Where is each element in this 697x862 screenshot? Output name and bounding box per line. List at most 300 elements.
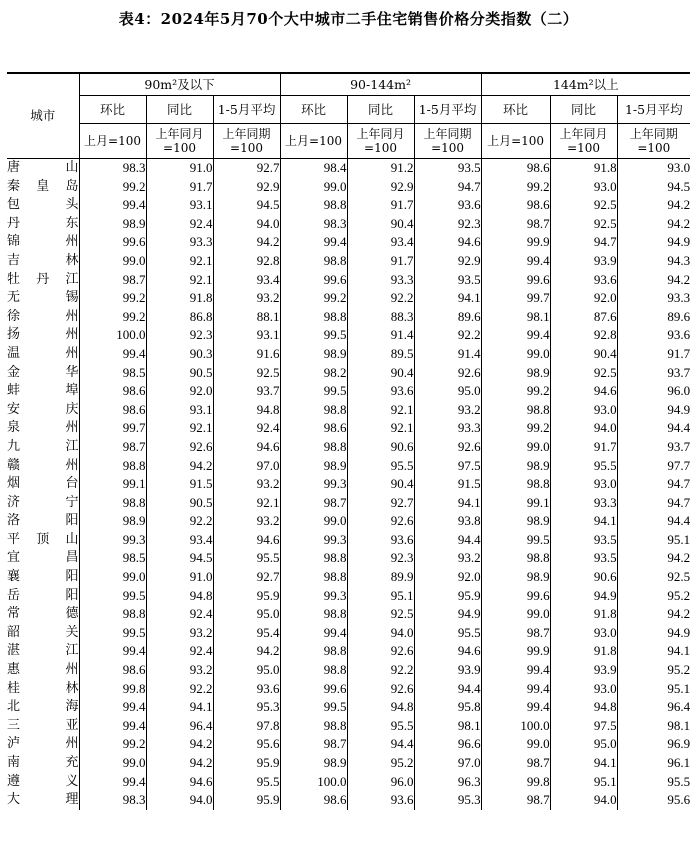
index-value: 93.6 <box>347 382 414 401</box>
index-value: 99.5 <box>79 587 146 606</box>
index-value: 93.0 <box>550 401 617 420</box>
index-value: 93.7 <box>667 364 691 380</box>
index-value: 92.0 <box>414 568 481 587</box>
index-value: 100.0 <box>481 717 550 736</box>
table-row <box>7 642 690 661</box>
index-value: 98.8 <box>280 196 347 215</box>
index-value: 95.3 <box>213 698 280 717</box>
index-value: 99.2 <box>481 382 550 401</box>
table-header <box>7 73 690 159</box>
index-value: 98.9 <box>481 512 550 531</box>
base-header-ytd-avg: 上年同期=100 <box>617 124 690 159</box>
index-value: 95.5 <box>347 717 414 736</box>
index-value: 92.5 <box>550 364 617 383</box>
index-value: 95.2 <box>667 587 691 603</box>
index-value: 98.6 <box>79 382 146 401</box>
index-value: 87.6 <box>550 308 617 327</box>
index-value: 98.7 <box>79 438 146 457</box>
table-row <box>7 717 690 736</box>
index-value: 99.4 <box>79 698 146 717</box>
index-value: 93.2 <box>213 475 280 494</box>
index-value: 99.4 <box>280 624 347 643</box>
index-value: 92.6 <box>414 438 481 457</box>
index-value: 93.3 <box>146 233 213 252</box>
city-name: 徐州 <box>7 308 79 327</box>
index-value: 99.6 <box>481 587 550 606</box>
index-value: 95.5 <box>213 549 280 568</box>
index-value: 96.9 <box>667 736 691 752</box>
index-value: 92.3 <box>146 326 213 345</box>
index-value: 91.8 <box>550 642 617 661</box>
index-value: 88.3 <box>347 308 414 327</box>
index-value: 93.0 <box>550 680 617 699</box>
index-value: 95.5 <box>414 624 481 643</box>
city-name: 遵义 <box>7 773 79 792</box>
index-value: 98.1 <box>667 717 691 733</box>
index-value: 98.7 <box>481 624 550 643</box>
city-name: 三亚 <box>7 717 79 736</box>
index-value: 99.0 <box>79 252 146 271</box>
index-value: 98.6 <box>280 791 347 810</box>
index-value: 92.1 <box>347 401 414 420</box>
index-value: 90.6 <box>347 438 414 457</box>
index-value: 95.3 <box>414 791 481 810</box>
index-value: 95.5 <box>550 457 617 476</box>
table-row <box>7 178 690 197</box>
index-value: 94.0 <box>146 791 213 810</box>
base-header-yoy: 上年同月=100 <box>347 124 414 159</box>
index-value: 97.5 <box>550 717 617 736</box>
index-value: 96.1 <box>667 755 691 770</box>
index-value: 95.6 <box>213 735 280 754</box>
group-header-small: 90m²及以下 <box>79 73 280 96</box>
index-value: 97.0 <box>213 457 280 476</box>
index-value: 98.6 <box>280 419 347 438</box>
city-name: 丹东 <box>7 215 79 234</box>
index-value: 98.5 <box>79 549 146 568</box>
index-value: 94.9 <box>667 234 691 250</box>
index-value: 97.7 <box>667 457 691 473</box>
index-value: 90.3 <box>146 345 213 364</box>
index-value: 94.1 <box>550 754 617 773</box>
index-value: 98.7 <box>280 735 347 754</box>
index-value: 99.4 <box>481 252 550 271</box>
index-value: 96.4 <box>146 717 213 736</box>
index-value: 90.4 <box>347 215 414 234</box>
index-value: 92.6 <box>347 512 414 531</box>
table-row <box>7 326 690 345</box>
index-value: 99.4 <box>481 680 550 699</box>
index-value: 99.4 <box>79 642 146 661</box>
table-row <box>7 587 690 606</box>
index-value: 94.2 <box>667 606 691 622</box>
table-row <box>7 698 690 717</box>
table-row <box>7 605 690 624</box>
index-value: 98.2 <box>280 364 347 383</box>
city-name: 桂林 <box>7 680 79 699</box>
sub-header-ytd-avg: 1-5月平均 <box>414 96 481 124</box>
index-value: 92.9 <box>414 252 481 271</box>
index-value: 94.8 <box>347 698 414 717</box>
index-value: 94.6 <box>146 773 213 792</box>
city-name: 湛江 <box>7 642 79 661</box>
index-value: 94.1 <box>414 289 481 308</box>
table-row <box>7 345 690 364</box>
index-value: 94.7 <box>550 233 617 252</box>
index-value: 98.8 <box>280 438 347 457</box>
index-value: 89.9 <box>347 568 414 587</box>
index-value: 93.2 <box>146 624 213 643</box>
index-value: 99.0 <box>280 512 347 531</box>
base-header-mom: 上月=100 <box>280 124 347 159</box>
index-value: 93.4 <box>146 531 213 550</box>
city-name: 吉林 <box>7 252 79 271</box>
index-value: 95.5 <box>347 457 414 476</box>
index-value: 99.4 <box>79 196 146 215</box>
index-value: 98.9 <box>79 512 146 531</box>
table-row <box>7 475 690 494</box>
index-value: 99.0 <box>481 345 550 364</box>
index-value: 99.7 <box>79 419 146 438</box>
index-value: 92.0 <box>146 382 213 401</box>
index-value: 93.7 <box>667 438 691 454</box>
index-value: 92.1 <box>146 271 213 290</box>
index-value: 94.1 <box>146 698 213 717</box>
index-value: 90.6 <box>550 568 617 587</box>
index-value: 91.5 <box>414 475 481 494</box>
index-value: 91.8 <box>146 289 213 308</box>
index-value: 94.2 <box>667 271 691 287</box>
index-value: 92.5 <box>550 196 617 215</box>
sub-header-yoy: 同比 <box>347 96 414 124</box>
index-value: 93.2 <box>414 549 481 568</box>
index-value: 95.5 <box>213 773 280 792</box>
table-row <box>7 735 690 754</box>
index-value: 99.0 <box>79 568 146 587</box>
index-value: 92.1 <box>146 252 213 271</box>
index-value: 94.2 <box>667 197 691 213</box>
index-value: 98.3 <box>280 215 347 234</box>
index-value: 99.9 <box>481 233 550 252</box>
index-value: 99.5 <box>79 624 146 643</box>
index-value: 94.7 <box>667 494 691 510</box>
sub-header-yoy: 同比 <box>146 96 213 124</box>
city-name: 安庆 <box>7 401 79 420</box>
index-value: 93.4 <box>213 271 280 290</box>
index-value: 93.6 <box>347 531 414 550</box>
index-value: 94.4 <box>667 420 691 436</box>
index-value: 99.2 <box>280 289 347 308</box>
index-value: 94.8 <box>550 698 617 717</box>
index-value: 94.4 <box>347 735 414 754</box>
index-value: 99.4 <box>79 717 146 736</box>
index-value: 94.0 <box>213 215 280 234</box>
index-value: 93.7 <box>213 382 280 401</box>
index-value: 92.3 <box>347 549 414 568</box>
index-value: 94.9 <box>667 401 691 417</box>
index-value: 95.1 <box>667 531 691 547</box>
index-value: 92.6 <box>414 364 481 383</box>
index-value: 98.8 <box>280 661 347 680</box>
base-header-yoy: 上年同月=100 <box>146 124 213 159</box>
city-name: 泉州 <box>7 419 79 438</box>
index-value: 92.1 <box>213 494 280 513</box>
index-value: 99.8 <box>481 773 550 792</box>
index-value: 92.0 <box>550 289 617 308</box>
city-name: 扬州 <box>7 326 79 345</box>
index-value: 94.3 <box>667 252 691 268</box>
index-value: 94.2 <box>667 550 691 566</box>
index-value: 92.1 <box>146 419 213 438</box>
index-value: 97.0 <box>414 754 481 773</box>
index-value: 99.5 <box>481 531 550 550</box>
index-value: 93.2 <box>213 512 280 531</box>
index-value: 90.4 <box>347 475 414 494</box>
index-value: 93.5 <box>550 531 617 550</box>
index-value: 98.8 <box>280 605 347 624</box>
index-value: 98.7 <box>280 494 347 513</box>
index-value: 89.5 <box>347 345 414 364</box>
table-row <box>7 382 690 401</box>
index-value: 99.7 <box>481 289 550 308</box>
index-value: 93.3 <box>667 290 691 306</box>
index-value: 94.0 <box>347 624 414 643</box>
index-value: 95.4 <box>213 624 280 643</box>
base-header-mom: 上月=100 <box>79 124 146 159</box>
index-value: 91.8 <box>550 159 617 178</box>
table-row <box>7 624 690 643</box>
index-value: 95.9 <box>213 754 280 773</box>
index-value: 94.8 <box>146 587 213 606</box>
sub-header-yoy: 同比 <box>550 96 617 124</box>
index-value: 92.4 <box>146 642 213 661</box>
index-value: 94.6 <box>550 382 617 401</box>
price-index-table <box>7 72 690 810</box>
index-value: 91.7 <box>347 252 414 271</box>
index-value: 98.7 <box>481 791 550 810</box>
index-value: 95.0 <box>213 661 280 680</box>
index-value: 91.0 <box>146 568 213 587</box>
index-value: 94.4 <box>667 513 691 529</box>
index-value: 94.0 <box>550 791 617 810</box>
index-value: 91.5 <box>146 475 213 494</box>
index-value: 96.4 <box>667 699 691 715</box>
index-value: 94.4 <box>414 531 481 550</box>
index-value: 95.0 <box>414 382 481 401</box>
index-value: 93.9 <box>414 661 481 680</box>
index-value: 98.8 <box>280 308 347 327</box>
city-name: 无锡 <box>7 289 79 308</box>
index-value: 98.8 <box>481 549 550 568</box>
index-value: 99.4 <box>79 773 146 792</box>
index-value: 99.5 <box>280 698 347 717</box>
index-value: 98.8 <box>280 642 347 661</box>
index-value: 94.1 <box>414 494 481 513</box>
table-row <box>7 549 690 568</box>
index-value: 89.6 <box>414 308 481 327</box>
index-value: 94.2 <box>667 215 691 231</box>
index-value: 98.8 <box>481 475 550 494</box>
index-value: 93.6 <box>414 196 481 215</box>
city-name: 温州 <box>7 345 79 364</box>
index-value: 90.5 <box>146 364 213 383</box>
index-value: 95.6 <box>667 792 691 808</box>
index-value: 92.4 <box>146 605 213 624</box>
city-name: 唐山 <box>7 159 79 178</box>
index-value: 95.1 <box>550 773 617 792</box>
city-name: 韶关 <box>7 624 79 643</box>
index-value: 98.6 <box>79 661 146 680</box>
page-title: 表4：2024年5月70个大中城市二手住宅销售价格分类指数（二） <box>118 10 579 28</box>
table-row <box>7 512 690 531</box>
index-value: 100.0 <box>79 326 146 345</box>
index-value: 94.2 <box>146 457 213 476</box>
index-value: 93.3 <box>347 271 414 290</box>
index-value: 90.5 <box>146 494 213 513</box>
index-value: 94.6 <box>414 233 481 252</box>
index-value: 93.1 <box>213 326 280 345</box>
index-value: 98.8 <box>280 549 347 568</box>
index-value: 99.0 <box>481 605 550 624</box>
index-value: 99.2 <box>481 419 550 438</box>
index-value: 92.5 <box>347 605 414 624</box>
index-value: 92.7 <box>347 494 414 513</box>
index-value: 92.7 <box>213 159 280 178</box>
index-value: 95.9 <box>414 587 481 606</box>
index-value: 98.9 <box>280 457 347 476</box>
city-name: 包头 <box>7 196 79 215</box>
index-value: 93.6 <box>347 791 414 810</box>
city-name: 宜昌 <box>7 549 79 568</box>
table-row <box>7 754 690 773</box>
table-row <box>7 196 690 215</box>
index-value: 99.0 <box>280 178 347 197</box>
index-value: 94.4 <box>414 680 481 699</box>
base-header-row <box>7 124 690 159</box>
index-value: 93.3 <box>414 419 481 438</box>
index-value: 98.9 <box>79 215 146 234</box>
index-value: 92.1 <box>347 419 414 438</box>
index-value: 98.8 <box>79 494 146 513</box>
index-value: 94.2 <box>146 735 213 754</box>
sub-header-ytd-avg: 1-5月平均 <box>617 96 690 124</box>
city-column-header: 城市 <box>7 73 79 159</box>
index-value: 100.0 <box>280 773 347 792</box>
index-value: 94.9 <box>550 587 617 606</box>
city-name: 北海 <box>7 698 79 717</box>
index-value: 98.7 <box>79 271 146 290</box>
index-value: 92.2 <box>146 512 213 531</box>
index-value: 99.5 <box>280 326 347 345</box>
index-value: 92.4 <box>146 215 213 234</box>
index-value: 99.2 <box>481 178 550 197</box>
city-name: 金华 <box>7 364 79 383</box>
table-row <box>7 494 690 513</box>
index-value: 95.0 <box>550 735 617 754</box>
table-row <box>7 401 690 420</box>
table-row <box>7 773 690 792</box>
city-name: 蚌埠 <box>7 382 79 401</box>
index-value: 98.8 <box>79 457 146 476</box>
index-value: 95.0 <box>213 605 280 624</box>
index-value: 95.5 <box>667 773 691 789</box>
index-value: 93.1 <box>146 196 213 215</box>
index-value: 98.1 <box>414 717 481 736</box>
index-value: 93.0 <box>550 624 617 643</box>
base-header-mom: 上月=100 <box>481 124 550 159</box>
index-value: 93.5 <box>550 549 617 568</box>
table-row <box>7 364 690 383</box>
city-name: 常德 <box>7 605 79 624</box>
index-value: 98.8 <box>481 401 550 420</box>
index-value: 98.7 <box>481 754 550 773</box>
index-value: 92.2 <box>347 661 414 680</box>
index-value: 93.0 <box>550 475 617 494</box>
index-value: 91.6 <box>213 345 280 364</box>
index-value: 95.1 <box>667 680 691 696</box>
index-value: 99.6 <box>79 233 146 252</box>
index-value: 98.8 <box>79 605 146 624</box>
index-value: 99.4 <box>481 698 550 717</box>
index-value: 93.8 <box>414 512 481 531</box>
index-value: 93.9 <box>550 661 617 680</box>
index-value: 99.3 <box>79 531 146 550</box>
group-header-medium: 90-144m² <box>280 73 481 96</box>
index-value: 96.3 <box>414 773 481 792</box>
base-header-ytd-avg: 上年同期=100 <box>213 124 280 159</box>
index-value: 99.2 <box>79 308 146 327</box>
index-value: 94.2 <box>146 754 213 773</box>
table-row <box>7 661 690 680</box>
index-value: 92.2 <box>146 680 213 699</box>
index-value: 98.9 <box>481 457 550 476</box>
index-value: 99.2 <box>79 735 146 754</box>
table-row <box>7 252 690 271</box>
index-value: 88.1 <box>213 308 280 327</box>
index-value: 92.6 <box>347 680 414 699</box>
table-row <box>7 159 690 178</box>
base-header-yoy: 上年同月=100 <box>550 124 617 159</box>
city-name: 岳阳 <box>7 587 79 606</box>
index-value: 94.1 <box>667 643 691 659</box>
index-value: 99.2 <box>79 289 146 308</box>
index-value: 98.7 <box>481 215 550 234</box>
index-value: 93.5 <box>414 159 481 178</box>
city-name: 大理 <box>7 791 79 810</box>
index-value: 92.4 <box>213 419 280 438</box>
index-value: 90.4 <box>347 364 414 383</box>
index-value: 98.8 <box>280 401 347 420</box>
city-name: 惠州 <box>7 661 79 680</box>
index-value: 98.6 <box>481 159 550 178</box>
index-value: 91.7 <box>146 178 213 197</box>
index-value: 93.0 <box>550 178 617 197</box>
index-value: 98.9 <box>481 568 550 587</box>
index-value: 93.4 <box>347 233 414 252</box>
sub-header-mom: 环比 <box>79 96 146 124</box>
index-value: 99.1 <box>79 475 146 494</box>
index-value: 98.5 <box>79 364 146 383</box>
index-value: 94.8 <box>213 401 280 420</box>
index-value: 91.7 <box>550 438 617 457</box>
table-row <box>7 457 690 476</box>
city-name: 泸州 <box>7 735 79 754</box>
index-value: 93.5 <box>414 271 481 290</box>
table-row <box>7 438 690 457</box>
index-value: 91.4 <box>347 326 414 345</box>
index-value: 92.3 <box>414 215 481 234</box>
index-value: 98.8 <box>280 252 347 271</box>
